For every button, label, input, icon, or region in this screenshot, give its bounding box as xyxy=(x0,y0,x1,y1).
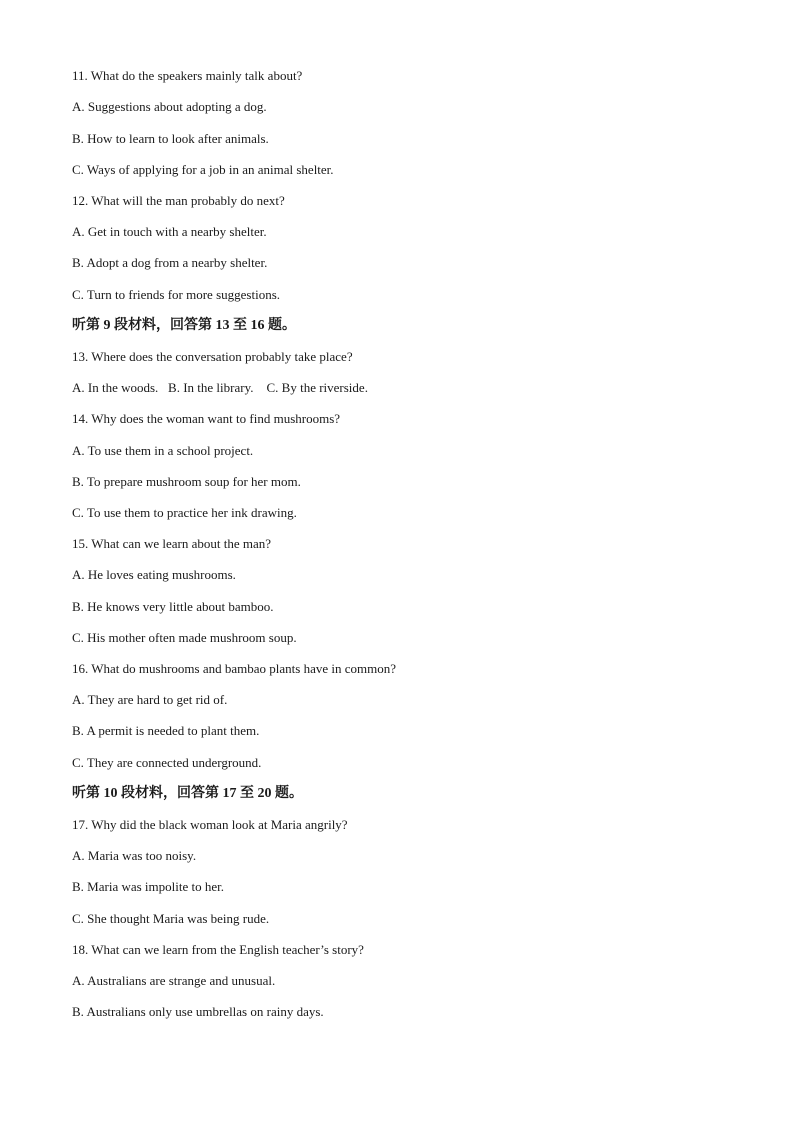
option-16b: B. A permit is needed to plant them. xyxy=(72,723,260,738)
option-15c: C. His mother often made mushroom soup. xyxy=(72,630,297,645)
question-12: 12. What will the man probably do next? xyxy=(72,193,285,208)
question-13: 13. Where does the conversation probably take place? xyxy=(72,349,353,364)
option-12a: A. Get in touch with a nearby shelter. xyxy=(72,224,267,239)
option-14a: A. To use them in a school project. xyxy=(72,443,254,458)
section-heading-10: 听第 10 段材料，回答第 17 至 20 题。 xyxy=(72,786,303,801)
option-14b: B. To prepare mushroom soup for her mom. xyxy=(72,474,301,489)
option-12c: C. Turn to friends for more suggestions. xyxy=(72,287,280,302)
option-12b: B. Adopt a dog from a nearby shelter. xyxy=(72,255,268,270)
option-11b: B. How to learn to look after animals. xyxy=(72,131,269,146)
option-17a: A. Maria was too noisy. xyxy=(72,848,197,863)
question-18: 18. What can we learn from the English teacher’s story? xyxy=(72,942,364,957)
option-11a: A. Suggestions about adopting a dog. xyxy=(72,99,267,114)
question-11: 11. What do the speakers mainly talk about? xyxy=(72,68,303,83)
option-15b: B. He knows very little about bamboo. xyxy=(72,599,274,614)
option-18b: B. Australians only use umbrellas on rainy days. xyxy=(72,1004,324,1019)
question-15: 15. What can we learn about the man? xyxy=(72,536,272,551)
question-17: 17. Why did the black woman look at Maria angrily? xyxy=(72,817,348,832)
option-17b: B. Maria was impolite to her. xyxy=(72,879,225,894)
option-15a: A. He loves eating mushrooms. xyxy=(72,567,236,582)
option-16c: C. They are connected underground. xyxy=(72,755,262,770)
question-14: 14. Why does the woman want to find mushrooms? xyxy=(72,411,341,426)
option-17c: C. She thought Maria was being rude. xyxy=(72,911,270,926)
option-18a: A. Australians are strange and unusual. xyxy=(72,973,276,988)
question-16: 16. What do mushrooms and bambao plants have in common? xyxy=(72,661,396,676)
option-11c: C. Ways of applying for a job in an animal shelter. xyxy=(72,162,334,177)
option-16a: A. They are hard to get rid of. xyxy=(72,692,228,707)
option-14c: C. To use them to practice her ink drawing. xyxy=(72,505,297,520)
options-13: A. In the woods. B. In the library. C. By the riverside. xyxy=(72,380,368,395)
section-heading-9: 听第 9 段材料，回答第 13 至 16 题。 xyxy=(72,318,296,333)
